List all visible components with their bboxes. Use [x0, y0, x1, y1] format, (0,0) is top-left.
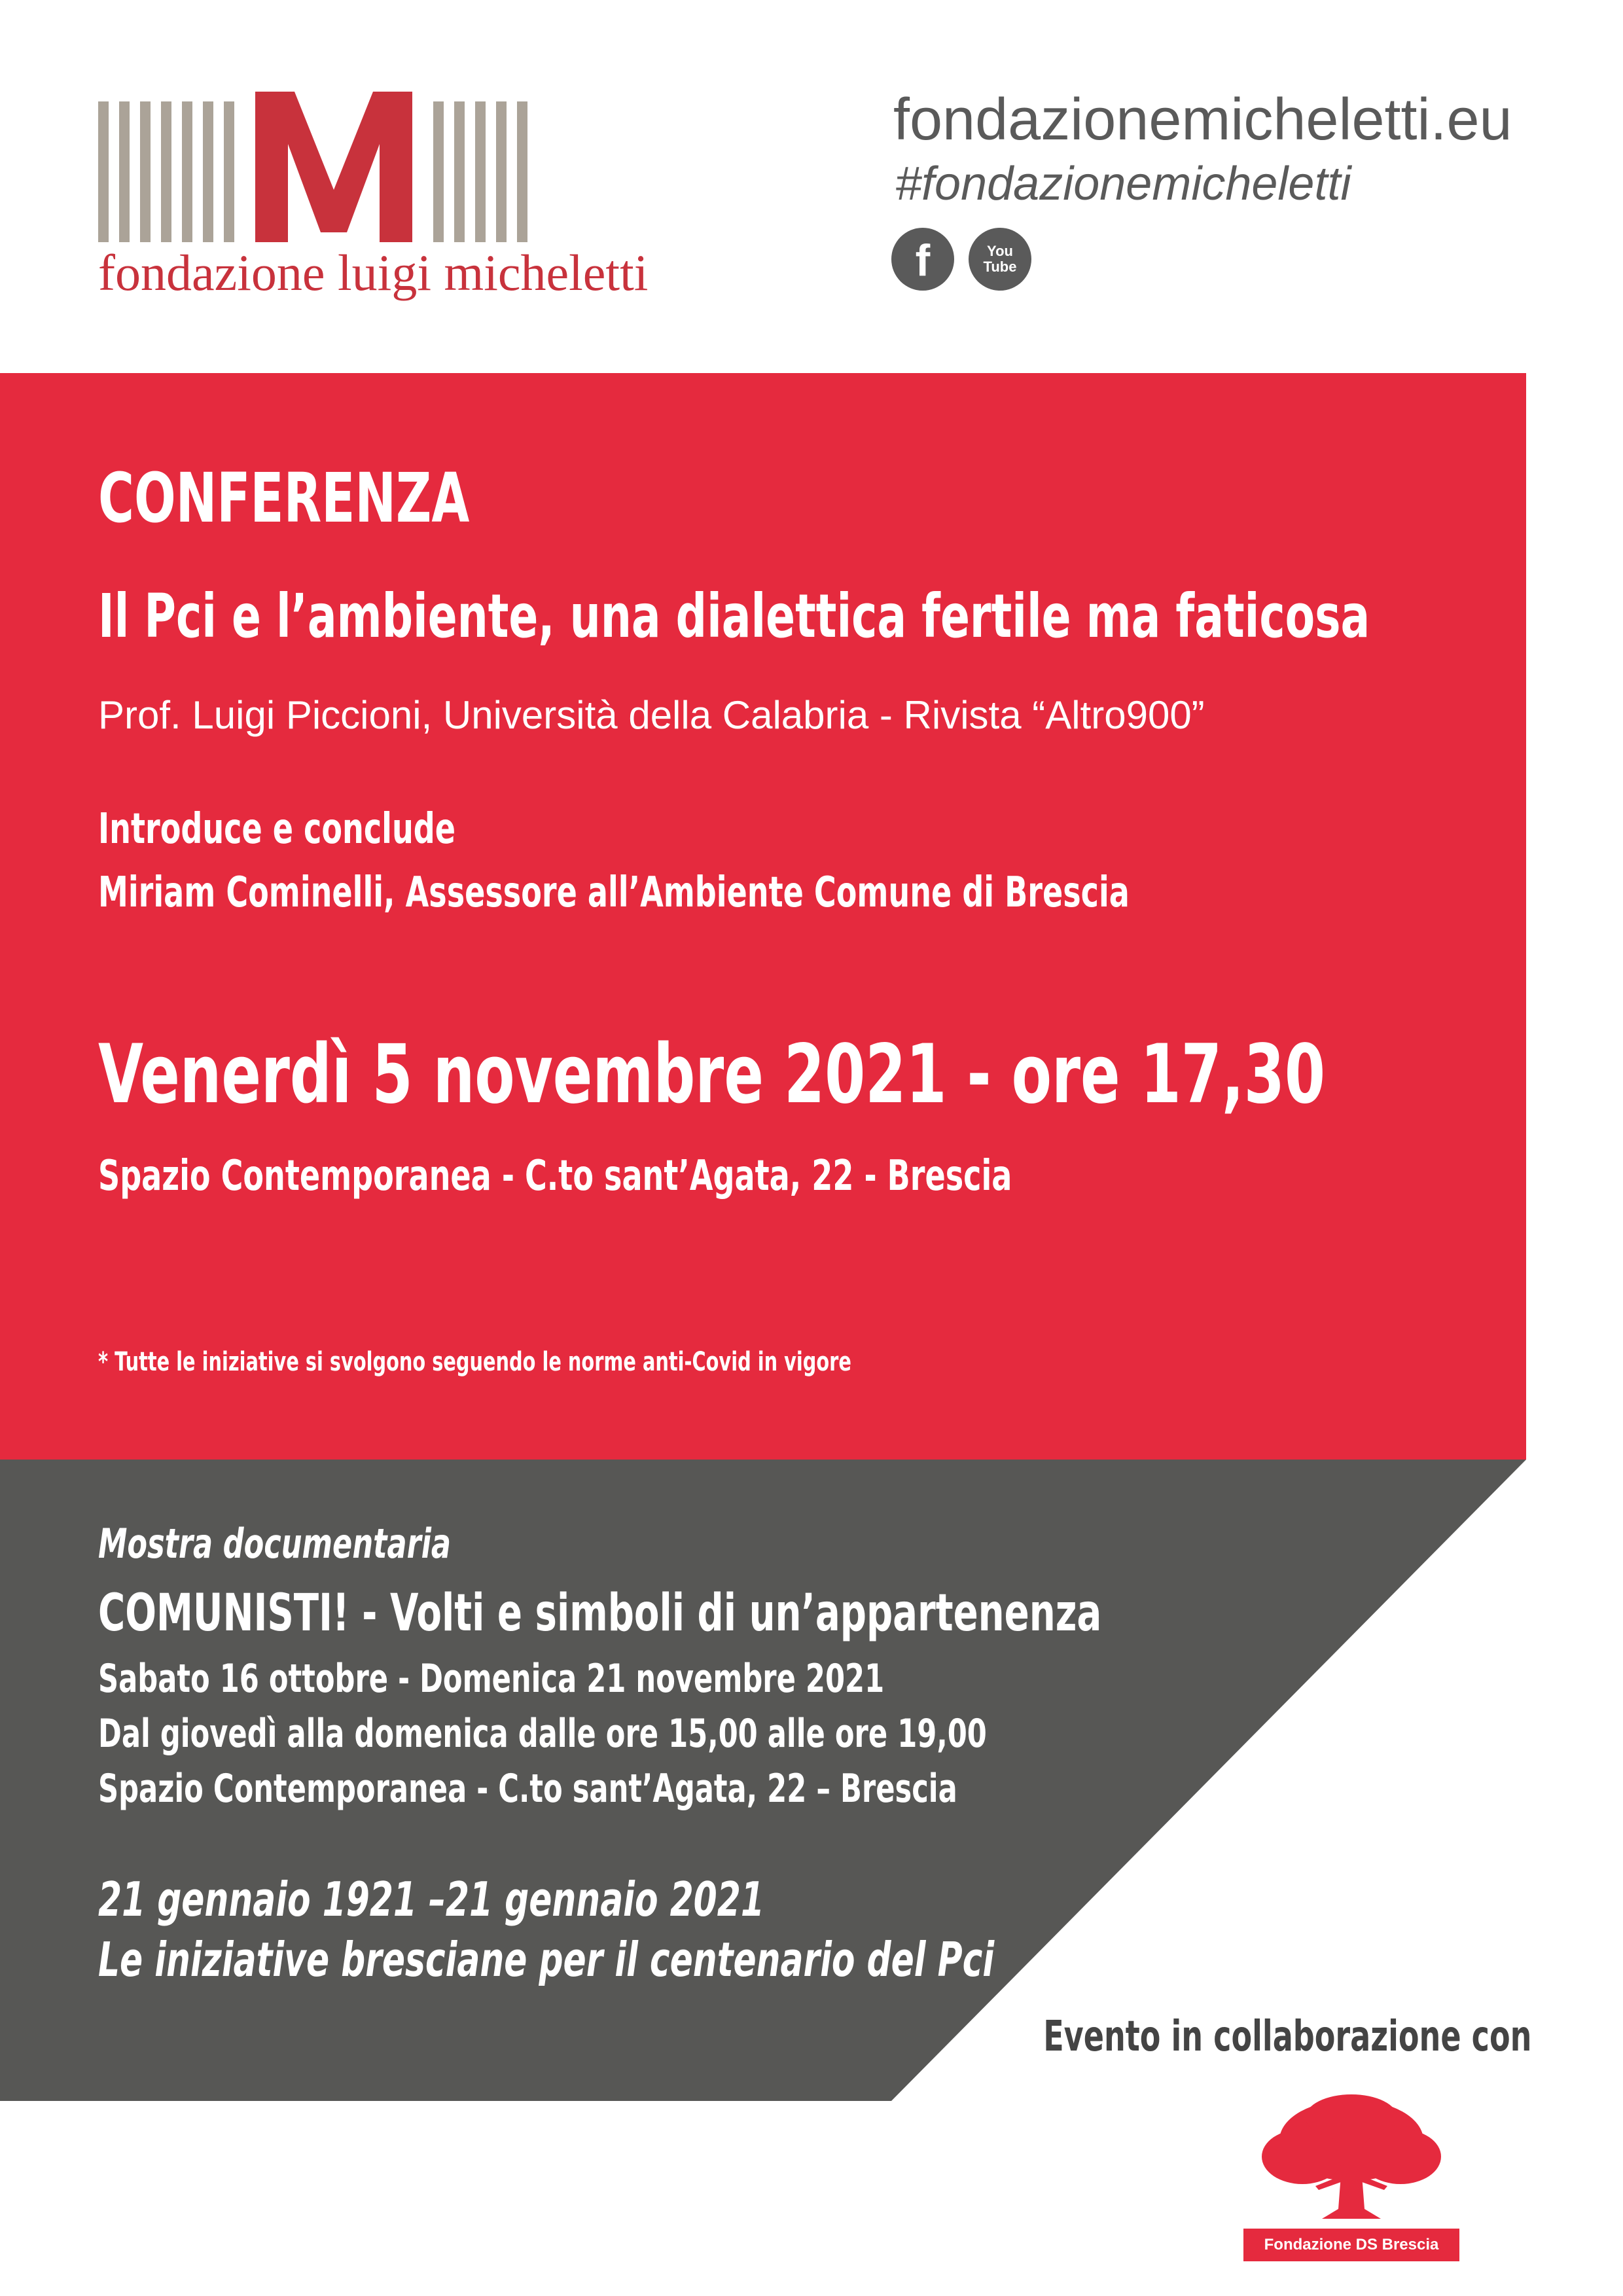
intro-label: Introduce e conclude: [98, 805, 455, 853]
exhibition-kind: Mostra documentaria: [98, 1520, 452, 1568]
facebook-label: f: [915, 236, 931, 285]
collaboration-label: Evento in collaborazione con: [1043, 2013, 1531, 2061]
fondazione-ds-logo: [1243, 2094, 1459, 2261]
exhibition-dates: Sabato 16 ottobre - Domenica 21 novembre 2021: [98, 1656, 885, 1702]
exhibition-title: COMUNISTI! - Volti e simboli di un’appartenenza: [98, 1584, 1102, 1643]
exhibition-section: [0, 1460, 1526, 2101]
youtube-label-top: You: [987, 243, 1013, 259]
partner-name: Fondazione DS Brescia: [1243, 2229, 1459, 2261]
conference-section: [0, 373, 1526, 1460]
youtube-label-bottom: Tube: [983, 259, 1017, 275]
youtube-icon[interactable]: [969, 228, 1031, 291]
conference-title: Il Pci e l’ambiente, una dialettica fertile ma faticosa: [98, 581, 1370, 651]
logo-bars-icon: [98, 92, 530, 242]
conference-speaker: Prof. Luigi Piccioni, Università della Calabria - Rivista “Altro900”: [98, 693, 1205, 737]
conference-date: Venerdì 5 novembre 2021 - ore 17,30: [98, 1028, 1326, 1122]
covid-note: * Tutte le iniziative si svolgono seguendo le norme anti-Covid in vigore: [98, 1347, 851, 1377]
site-url-link[interactable]: fondazionemicheletti.eu: [893, 87, 1512, 152]
exhibition-hours: Dal giovedì alla domenica dalle ore 15,00 alle ore 19,00: [98, 1711, 987, 1757]
micheletti-logo: [98, 92, 649, 301]
logo-name: fondazione luigi micheletti: [98, 244, 649, 301]
conference-label: CONFERENZA: [98, 458, 470, 538]
centenary-dates: 21 gennaio 1921 –21 gennaio 2021: [98, 1872, 764, 1927]
centenary-description: Le iniziative bresciane per il centenario del Pci: [98, 1932, 995, 1987]
facebook-icon[interactable]: [891, 228, 954, 291]
conference-venue: Spazio Contemporanea - C.to sant’Agata, 22 - Brescia: [98, 1152, 1012, 1200]
hashtag: #fondazionemicheletti: [895, 158, 1351, 210]
intro-name: Miriam Cominelli, Assessore all’Ambiente Comune di Brescia: [98, 869, 1130, 917]
tree-icon: [1243, 2094, 1459, 2229]
exhibition-venue: Spazio Contemporanea - C.to sant’Agata, 22 – Brescia: [98, 1766, 957, 1812]
